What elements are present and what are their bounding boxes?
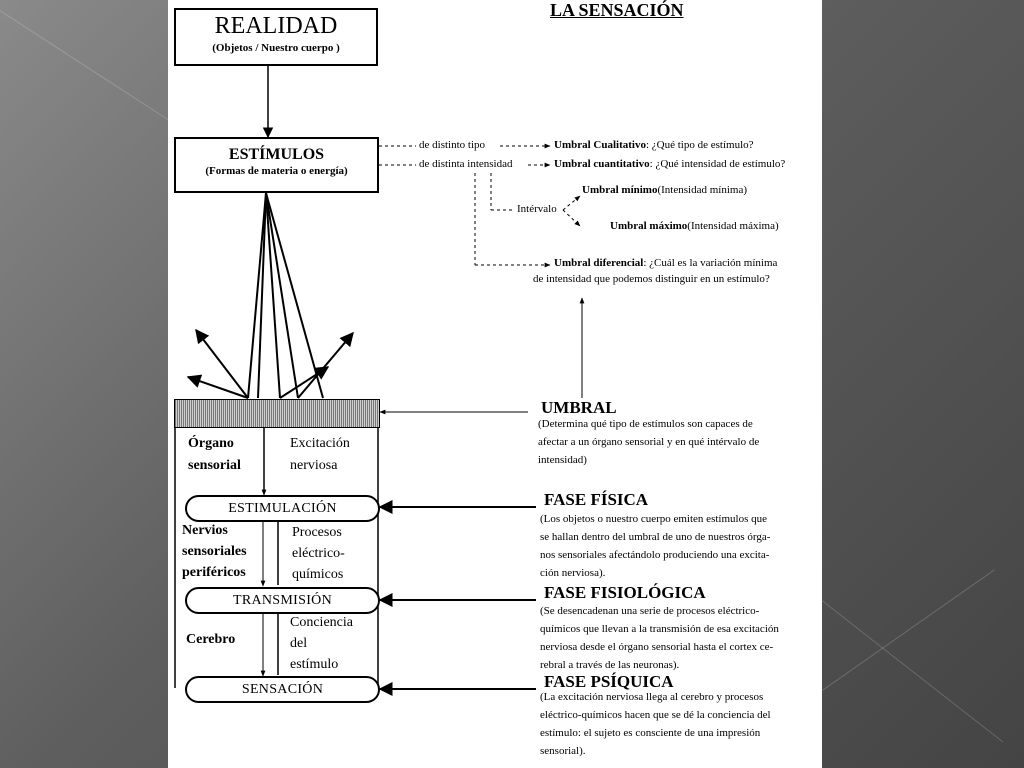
excitacion-nerviosa-label: [290, 433, 350, 477]
page-title: LA SENSACIÓN: [550, 0, 684, 20]
umbral-minimo: [582, 184, 747, 197]
fase-fisica-description: [540, 510, 820, 582]
fase-fisica-line: se hallan dentro del umbral de uno de nuestros órga-: [540, 531, 771, 543]
organo-line-1: Órgano: [188, 436, 234, 451]
umbral-desc-line: intensidad): [538, 454, 587, 466]
umbral-minimo-desc: (Intensidad mínima): [657, 184, 747, 196]
procesos-line-3: químicos: [292, 567, 344, 582]
diagram-page: [168, 0, 822, 768]
fase-psiquica-description: [540, 688, 820, 760]
umbral-heading: UMBRAL: [541, 398, 617, 417]
stage-estimulacion: ESTIMULACIÓN: [185, 495, 380, 522]
fase-psiquica-line: sensorial).: [540, 745, 586, 757]
estimulos-title: ESTÍMULOS: [228, 146, 325, 163]
fase-fisica-line: (Los objetos o nuestro cuerpo emiten estímulos que: [540, 513, 767, 525]
nervios-label: [182, 520, 247, 583]
nervios-line-1: Nervios: [182, 523, 228, 538]
sensory-receptor-surface: [174, 399, 380, 428]
umbral-desc-line: afectar a un órgano sensorial y en qué intérvalo de: [538, 436, 760, 448]
organo-line-2: sensorial: [188, 458, 241, 473]
umbral-maximo-label: Umbral máximo: [610, 220, 688, 232]
organo-sensorial-label: [188, 433, 241, 477]
fase-psiquica-line: (La excitación nerviosa llega al cerebro y procesos: [540, 691, 764, 703]
fase-fisiologica-heading: FASE FISIOLÓGICA: [544, 583, 706, 602]
fase-fisica-line: nos sensoriales afectándolo produciendo una excita-: [540, 549, 770, 561]
estimulos-box: [174, 137, 379, 193]
stage-transmision: TRANSMISIÓN: [185, 587, 380, 614]
umbral-cualitativo-desc: : ¿Qué tipo de estímulo?: [645, 139, 754, 151]
conciencia-label: [290, 612, 353, 675]
dashed-label-distinto-tipo: de distinto tipo: [419, 139, 485, 151]
procesos-line-2: eléctrico-: [292, 546, 345, 561]
realidad-box: [174, 8, 378, 66]
umbral-cuantitativo-label: Umbral cuantitativo: [554, 158, 650, 170]
umbral-diferencial-desc-1: : ¿Cuál es la variación mínima: [643, 257, 778, 269]
umbral-minimo-label: Umbral mínimo: [582, 184, 658, 196]
procesos-label: [292, 522, 345, 585]
umbral-cuantitativo: [554, 158, 785, 171]
excitacion-line-1: Excitación: [290, 436, 350, 451]
umbral-diferencial-desc-2: de intensidad que podemos distinguir en un estímulo?: [533, 273, 770, 285]
umbral-cualitativo: [554, 139, 754, 152]
conciencia-line-2: del: [290, 636, 308, 651]
fase-psiquica-line: eléctrico-químicos hacen que se dé la conciencia del: [540, 709, 771, 721]
fase-fisiologica-line: rebral a través de las neuronas).: [540, 659, 680, 671]
umbral-diferencial-label: Umbral diferencial: [554, 257, 644, 269]
stimulus-rays: [188, 193, 353, 398]
fase-fisica-line: ción nerviosa).: [540, 567, 606, 579]
stage-sensacion: SENSACIÓN: [185, 676, 380, 703]
fase-fisiologica-line: químicos que llevan a la transmisión de esa excitación: [540, 623, 779, 635]
fase-fisiologica-description: [540, 602, 820, 674]
fase-psiquica-line: estímulo: el sujeto es consciente de una impresión: [540, 727, 761, 739]
fase-fisica-heading: FASE FÍSICA: [544, 490, 649, 509]
umbral-cualitativo-label: Umbral Cualitativo: [554, 139, 646, 151]
umbral-diferencial: [554, 257, 777, 270]
nervios-line-3: periféricos: [182, 565, 246, 580]
procesos-line-1: Procesos: [292, 525, 342, 540]
dashed-label-intervalo: Intérvalo: [517, 203, 557, 215]
umbral-maximo: [610, 220, 779, 233]
background-decor-line: [822, 570, 995, 691]
dashed-label-distinta-intensidad: de distinta intensidad: [419, 158, 513, 170]
excitacion-line-2: nerviosa: [290, 458, 338, 473]
fase-fisiologica-line: (Se desencadenan una serie de procesos eléctrico-: [540, 605, 760, 617]
umbral-description: [538, 415, 818, 469]
umbral-maximo-desc: (Intensidad máxima): [687, 220, 779, 232]
fase-fisiologica-line: nerviosa desde el órgano sensorial hasta el cortex ce-: [540, 641, 774, 653]
umbral-cuantitativo-desc: : ¿Qué intensidad de estímulo?: [649, 158, 786, 170]
conciencia-line-3: estímulo: [290, 657, 339, 672]
fase-psiquica-heading: FASE PSÍQUICA: [544, 672, 674, 691]
cerebro-label: Cerebro: [186, 632, 236, 647]
realidad-title: REALIDAD: [214, 13, 338, 39]
realidad-subtitle: (Objetos / Nuestro cuerpo ): [212, 42, 340, 54]
nervios-line-2: sensoriales: [182, 544, 247, 559]
umbral-desc-line: (Determina qué tipo de estímulos son capaces de: [538, 418, 753, 430]
estimulos-subtitle: (Formas de materia o energía): [205, 165, 348, 177]
conciencia-line-1: Conciencia: [290, 615, 353, 630]
flow-arrows: [263, 428, 264, 676]
